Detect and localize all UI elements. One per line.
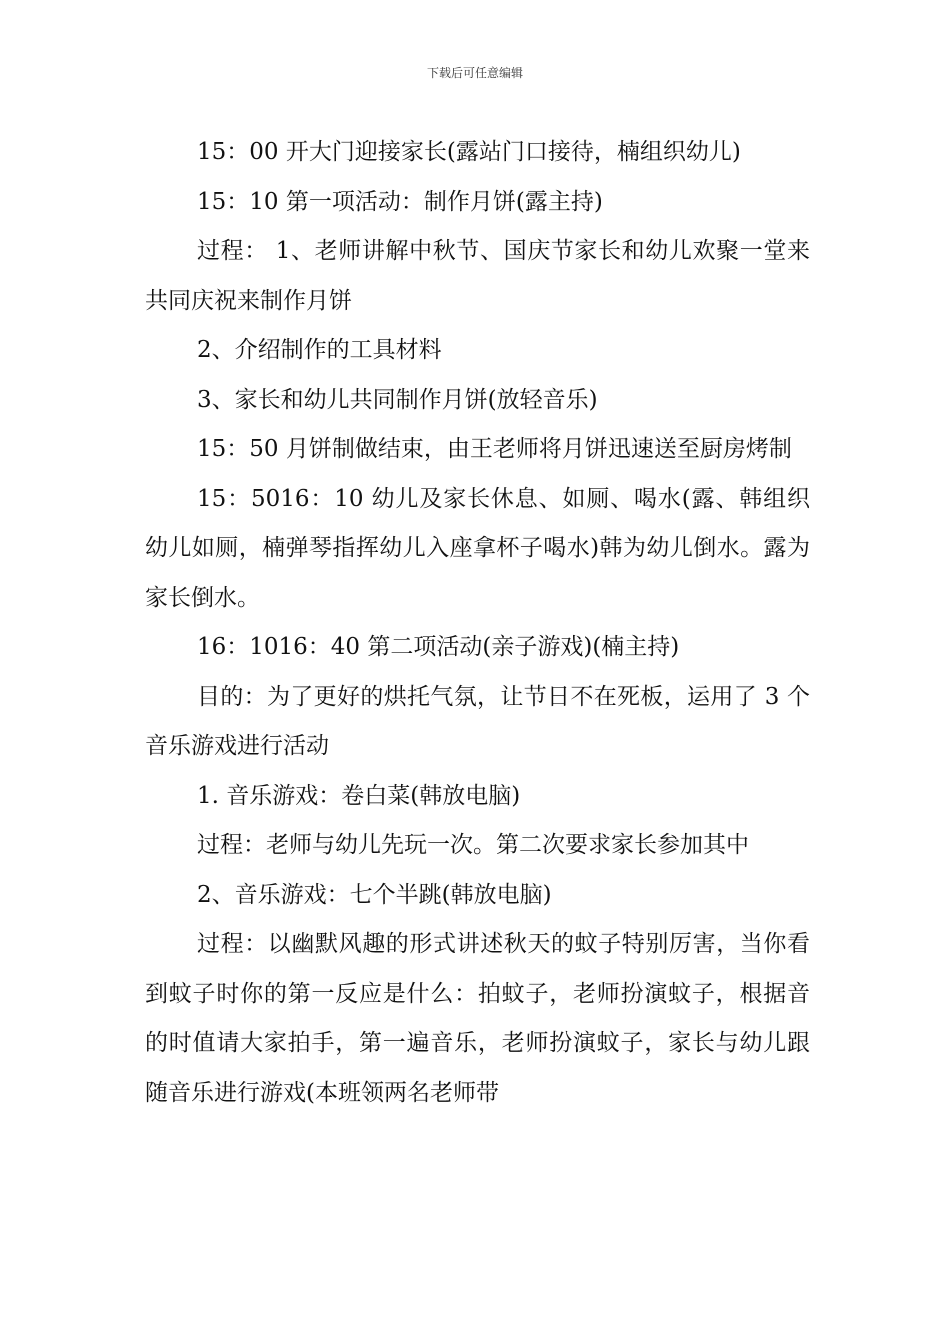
paragraph: 2、音乐游戏：七个半跳(韩放电脑) <box>197 881 552 908</box>
paragraph: 15：50 月饼制做结束，由王老师将月饼迅速送至厨房烤制 <box>197 436 792 462</box>
paragraph: 3、家长和幼儿共同制作月饼(放轻音乐) <box>197 386 598 413</box>
paragraph: 过程：老师与幼儿先玩一次。第二次要求家长参加其中 <box>197 832 749 858</box>
paragraph: 1. 音乐游戏：卷白菜(韩放电脑) <box>197 782 521 809</box>
paragraph: 过程： 1、老师讲解中秋节、国庆节家长和幼儿欢聚一堂来共同庆祝来制作月饼 <box>145 238 810 314</box>
paragraph: 15：5016：10 幼儿及家长休息、如厕、喝水(露、韩组织幼儿如厕，楠弹琴指挥幼儿入座拿杯子喝水)韩为幼儿倒水。露为家长倒水。 <box>145 485 810 611</box>
paragraph: 15：10 第一项活动：制作月饼(露主持) <box>197 188 603 215</box>
paragraph: 目的：为了更好的烘托气氛，让节日不在死板，运用了 3 个音乐游戏进行活动 <box>145 683 810 759</box>
paragraph: 16：1016：40 第二项活动(亲子游戏)(楠主持) <box>197 634 680 660</box>
paragraph: 过程：以幽默风趣的形式讲述秋天的蚊子特别厉害，当你看到蚊子时你的第一反应是什么：拍蚊子，老师扮演蚊子，根据音的时值请大家拍手，第一遍音乐，老师扮演蚊子，家长与幼儿跟随音乐进行游戏(本班领两名老师带 <box>145 931 810 1106</box>
document-body <box>145 128 810 1118</box>
paragraph: 2、介绍制作的工具材料 <box>197 337 442 363</box>
page-header: 下载后可任意编辑 <box>426 66 523 80</box>
paragraph: 15：00 开大门迎接家长(露站门口接待，楠组织幼儿) <box>197 139 741 165</box>
